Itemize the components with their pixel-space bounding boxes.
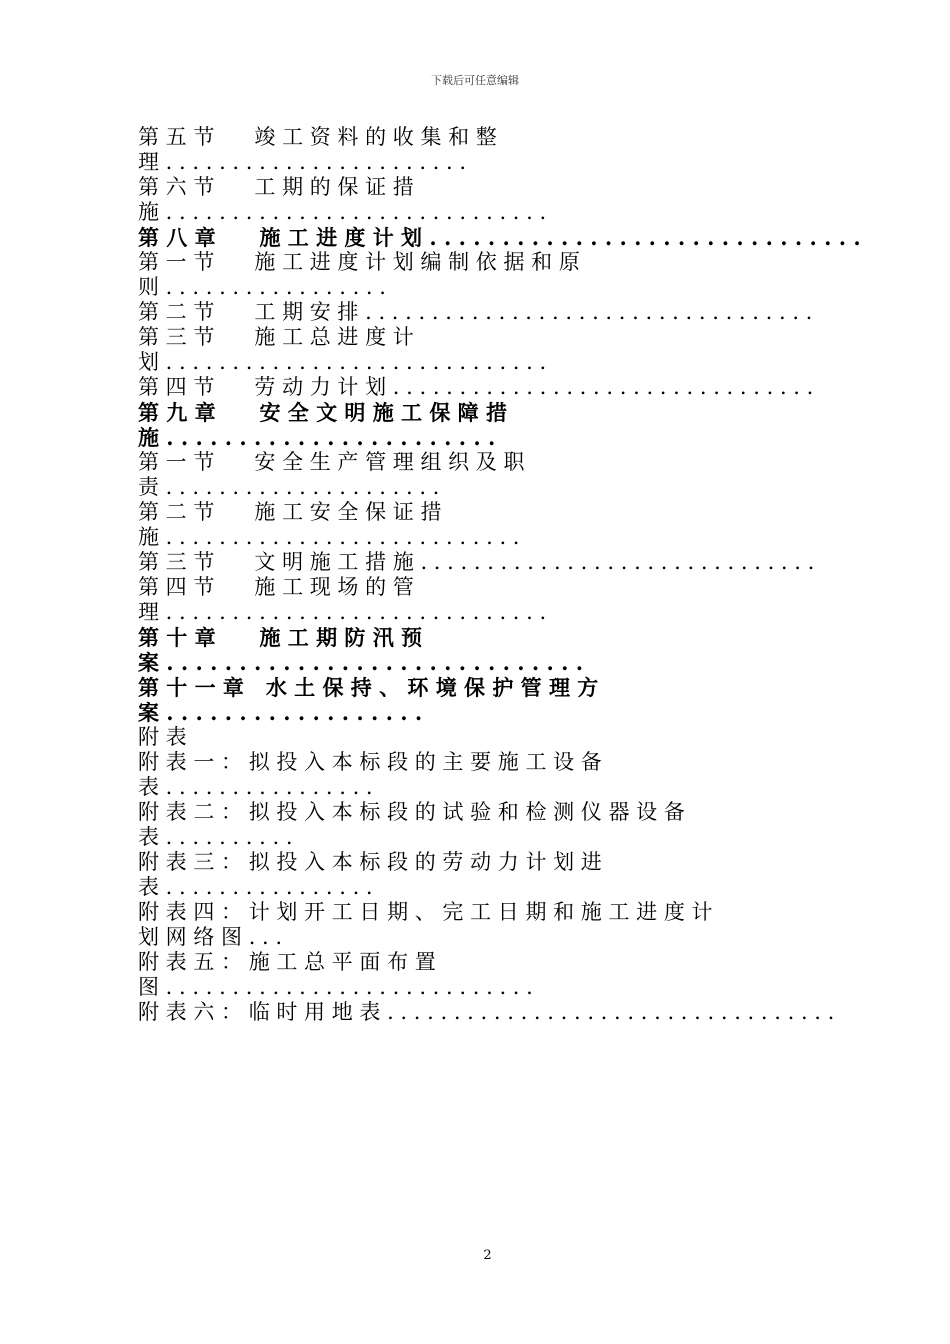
toc-line: 划 网 络 图 . . .	[138, 925, 283, 949]
toc-line: 责 . . . . . . . . . . . . . . . . . . . . .	[138, 475, 440, 499]
toc-line: 第 三 节 施 工 总 进 度 计	[138, 325, 414, 349]
toc-line: 表 . . . . . . . . . . . . . . . .	[138, 875, 373, 899]
toc-line: 第 八 章 施 工 进 度 计 划 . . . . . . . . . . . . . . . . . . . . . . . . . . . . . .	[138, 225, 861, 250]
table-of-contents	[138, 125, 861, 1025]
toc-line: 则 . . . . . . . . . . . . . . . . .	[138, 275, 386, 299]
toc-line: 附 表 一 ： 拟 投 入 本 标 段 的 主 要 施 工 设 备	[138, 750, 602, 774]
toc-line: 第 十 章 施 工 期 防 汛 预	[138, 625, 423, 650]
toc-line: 第 二 节 施 工 安 全 保 证 措	[138, 500, 442, 524]
toc-line: 附 表 六 ： 临 时 用 地 表 . . . . . . . . . . . . . . . . . . . . . . . . . . . . . . . . . .	[138, 1000, 835, 1024]
toc-line: 第 五 节 竣 工 资 料 的 收 集 和 整	[138, 125, 497, 149]
toc-line: 理 . . . . . . . . . . . . . . . . . . . . . . . . . . . . .	[138, 600, 547, 624]
toc-line: 第 一 节 施 工 进 度 计 划 编 制 依 据 和 原	[138, 250, 580, 274]
toc-line: 第 一 节 安 全 生 产 管 理 组 织 及 职	[138, 450, 525, 474]
toc-line: 附 表 二 ： 拟 投 入 本 标 段 的 试 验 和 检 测 仪 器 设 备	[138, 800, 685, 824]
toc-line: 图 . . . . . . . . . . . . . . . . . . . . . . . . . . . .	[138, 975, 533, 999]
toc-line: 第 十 一 章 水 土 保 持 、 环 境 保 护 管 理 方	[138, 675, 599, 700]
toc-line: 划 . . . . . . . . . . . . . . . . . . . . . . . . . . . . .	[138, 350, 547, 374]
toc-line: 第 四 节 劳 动 力 计 划 . . . . . . . . . . . . . . . . . . . . . . . . . . . . . . . .	[138, 375, 814, 399]
toc-line: 第 四 节 施 工 现 场 的 管	[138, 575, 414, 599]
toc-line: 施 . . . . . . . . . . . . . . . . . . . . . . . . . . . . .	[138, 200, 547, 224]
toc-line: 附 表 三 ： 拟 投 入 本 标 段 的 劳 动 力 计 划 进	[138, 850, 602, 874]
page-number: 2	[483, 1248, 492, 1263]
toc-line: 第 六 节 工 期 的 保 证 措	[138, 175, 414, 199]
toc-line: 表 . . . . . . . . . .	[138, 825, 293, 849]
toc-line: 附 表 五 ： 施 工 总 平 面 布 置	[138, 950, 436, 974]
toc-line: 第 二 节 工 期 安 排 . . . . . . . . . . . . . . . . . . . . . . . . . . . . . . . . . .	[138, 300, 813, 324]
toc-line: 理 . . . . . . . . . . . . . . . . . . . . . . .	[138, 150, 467, 174]
toc-line: 案 . . . . . . . . . . . . . . . . . . . . . . . . . . . . .	[138, 650, 584, 675]
toc-line: 附 表 四 ： 计 划 开 工 日 期 、 完 工 日 期 和 施 工 进 度 计	[138, 900, 713, 924]
toc-line: 施 . . . . . . . . . . . . . . . . . . . . . . .	[138, 425, 496, 450]
toc-line: 案 . . . . . . . . . . . . . . . . . .	[138, 700, 423, 725]
toc-line: 第 三 节 文 明 施 工 措 施 . . . . . . . . . . . . . . . . . . . . . . . . . . . . . .	[138, 550, 815, 574]
toc-line: 附 表	[138, 725, 187, 749]
toc-line: 第 九 章 安 全 文 明 施 工 保 障 措	[138, 400, 507, 425]
toc-line: 施 . . . . . . . . . . . . . . . . . . . . . . . . . . .	[138, 525, 520, 549]
toc-line: 表 . . . . . . . . . . . . . . . .	[138, 775, 373, 799]
page-header: 下载后可任意编辑	[431, 74, 519, 87]
